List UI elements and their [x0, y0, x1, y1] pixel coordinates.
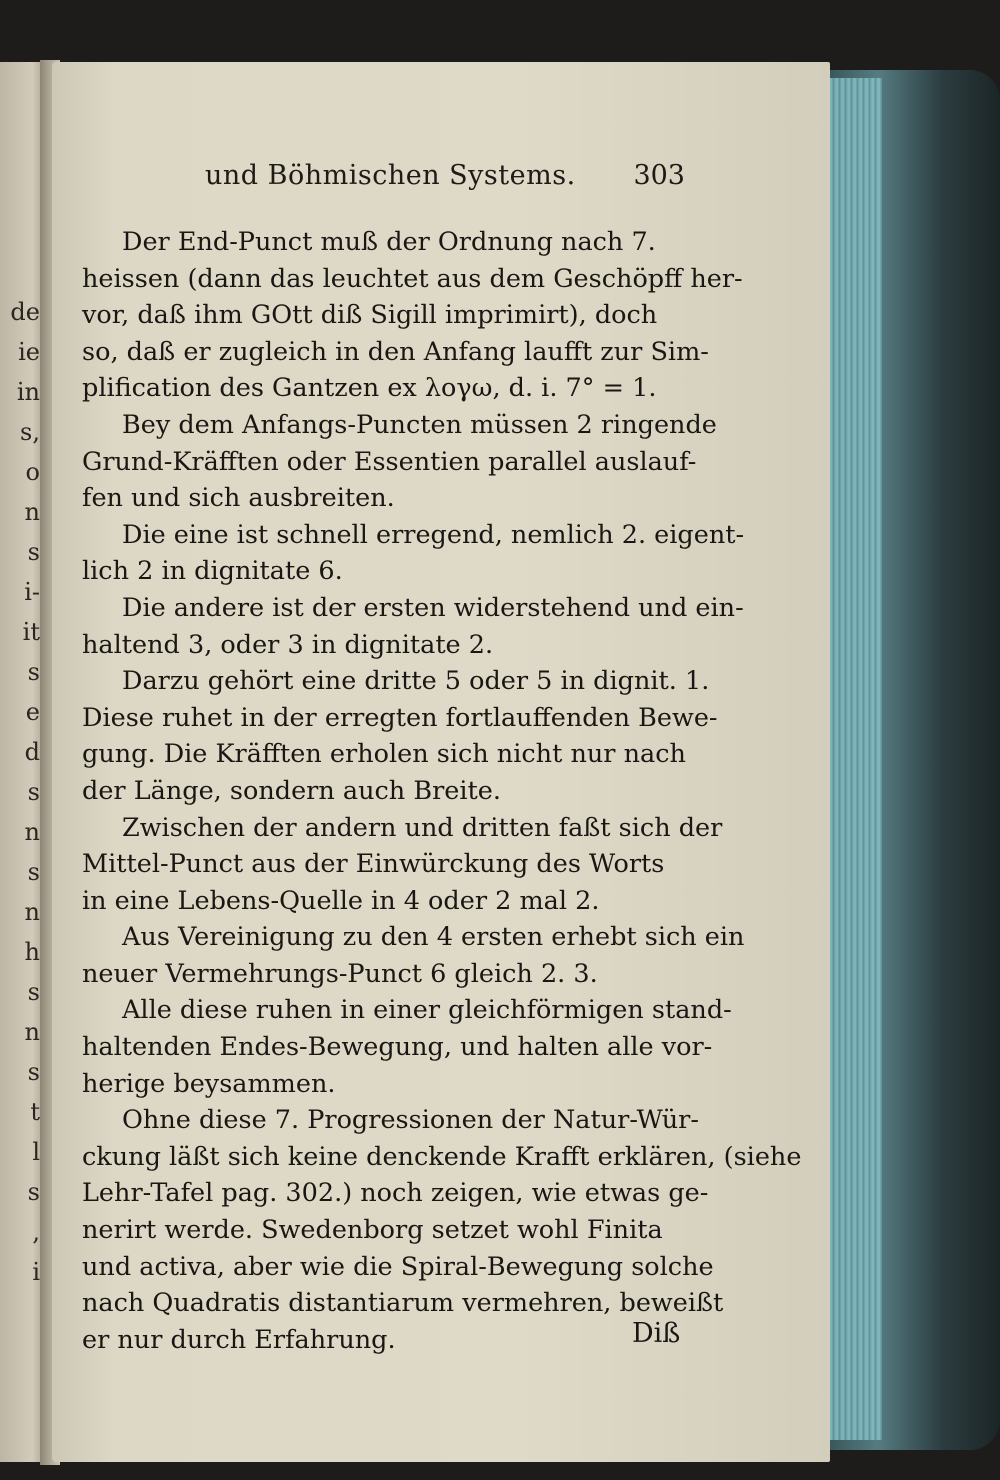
paragraph	[82, 663, 718, 809]
page-number: 303	[633, 160, 685, 191]
page-header	[205, 160, 685, 204]
facing-page-fragment: s	[27, 978, 40, 1006]
text-line: Grund-Kräfften oder Essentien parallel auslauf-	[82, 446, 697, 477]
text-line: Darzu gehört eine dritte 5 oder 5 in dignit. 1.	[122, 666, 710, 697]
facing-page-fragment: d	[24, 738, 40, 766]
text-line: Der End-Punct muß der Ordnung nach 7.	[122, 227, 656, 257]
facing-page-fragment: de	[10, 298, 40, 326]
facing-page-fragment: it	[22, 618, 40, 646]
running-head: und Böhmischen Systems.	[205, 160, 576, 191]
text-line: Bey dem Anfangs-Puncten müssen 2 ringende	[122, 409, 717, 440]
facing-page-fragment: s	[27, 658, 40, 686]
facing-page-fragment: n	[24, 498, 40, 526]
paragraph	[82, 1102, 802, 1358]
facing-page-fragment: t	[30, 1098, 40, 1126]
facing-page-fragment: s,	[20, 418, 40, 446]
facing-page-fragment: i	[32, 1258, 40, 1286]
text-line: nach Quadratis distantiarum vermehren, beweißt	[82, 1288, 724, 1319]
facing-page-fragment: s	[27, 858, 40, 886]
text-line: Die andere ist der ersten widerstehend und ein-	[122, 592, 744, 623]
text-line: er nur durch Erfahrung.	[82, 1324, 396, 1355]
text-line: und activa, aber wie die Spiral-Bewegung solche	[82, 1251, 714, 1282]
paragraph	[82, 992, 732, 1102]
body-text	[82, 224, 802, 1358]
text-line: der Länge, sondern auch Breite.	[82, 775, 501, 806]
facing-page-fragment: n	[24, 1018, 40, 1046]
text-line: plification des Gantzen ex λογω, d. i. 7° = 1.	[82, 373, 657, 404]
text-line: ckung läßt sich keine denckende Krafft erklären, (siehe	[82, 1141, 802, 1172]
text-line: Diese ruhet in der erregten fortlauffenden Bewe-	[82, 702, 718, 733]
facing-page-fragment: ie	[18, 338, 40, 366]
text-line: Aus Vereinigung zu den 4 ersten erhebt sich ein	[122, 922, 745, 953]
text-line: lich 2 in dignitate 6.	[82, 556, 343, 587]
paragraph	[82, 810, 723, 920]
facing-page-fragment: s	[27, 1058, 40, 1086]
facing-page-fragment: s	[27, 778, 40, 806]
text-line: so, daß er zugleich in den Anfang laufft zur Sim-	[82, 336, 709, 367]
facing-page-fragment: in	[16, 378, 40, 406]
catchword: Diß	[632, 1318, 681, 1349]
text-line: fen und sich ausbreiten.	[82, 483, 395, 514]
facing-page-fragment: e	[25, 698, 40, 726]
facing-page-fragment: i-	[24, 578, 40, 606]
text-line: Alle diese ruhen in einer gleichförmigen stand-	[122, 995, 732, 1026]
facing-page-fragment: l	[32, 1138, 40, 1166]
text-line: Lehr-Tafel pag. 302.) noch zeigen, wie etwas ge-	[82, 1178, 709, 1209]
paragraph	[82, 224, 743, 407]
text-line: herige beysammen.	[82, 1068, 336, 1099]
facing-page-fragment: o	[25, 458, 40, 486]
text-line: vor, daß ihm GOtt diß Sigill imprimirt), doch	[82, 300, 658, 331]
text-line: Die eine ist schnell erregend, nemlich 2. eigent-	[122, 519, 745, 550]
paragraph	[82, 407, 717, 517]
text-line: haltend 3, oder 3 in dignitate 2.	[82, 629, 494, 660]
paragraph	[82, 919, 745, 992]
facing-page-fragment: ,	[32, 1218, 40, 1246]
page-edges	[822, 78, 882, 1440]
text-line: in eine Lebens-Quelle in 4 oder 2 mal 2.	[82, 885, 600, 916]
text-line: neuer Vermehrungs-Punct 6 gleich 2. 3.	[82, 958, 598, 989]
text-line: Mittel-Punct aus der Einwürckung des Worts	[82, 849, 665, 880]
text-line: Zwischen der andern und dritten faßt sich der	[122, 812, 723, 843]
text-line: heissen (dann das leuchtet aus dem Geschöpff her-	[82, 263, 743, 294]
paragraph	[82, 517, 745, 590]
text-line: Ohne diese 7. Progressionen der Natur-Wür-	[122, 1105, 699, 1136]
facing-page-fragment: n	[24, 898, 40, 926]
text-line: gung. Die Kräfften erholen sich nicht nur nach	[82, 739, 686, 770]
facing-page-fragment: h	[24, 938, 40, 966]
facing-page-text-fragments	[0, 292, 44, 1452]
facing-page-fragment: s	[27, 538, 40, 566]
text-line: nerirt werde. Swedenborg setzet wohl Finita	[82, 1215, 663, 1246]
facing-page-fragment: n	[24, 818, 40, 846]
facing-page-fragment: s	[27, 1178, 40, 1206]
text-line: haltenden Endes-Bewegung, und halten alle vor-	[82, 1032, 713, 1063]
paragraph	[82, 590, 744, 663]
